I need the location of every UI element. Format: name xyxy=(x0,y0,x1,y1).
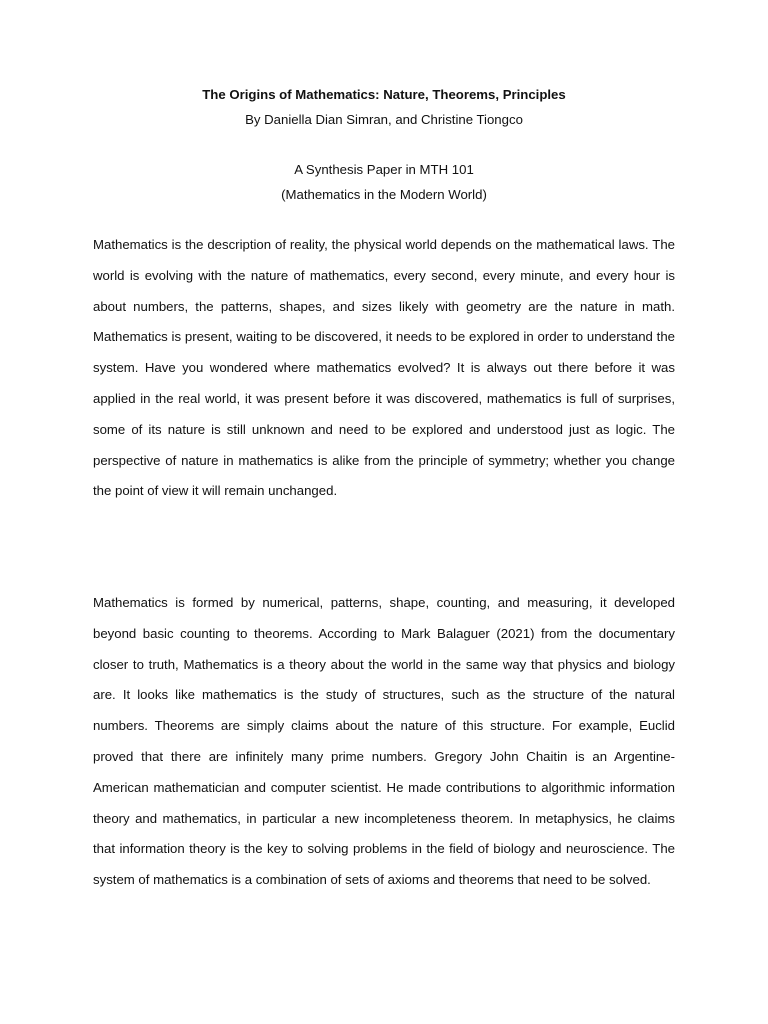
page-title: The Origins of Mathematics: Nature, Theorems, Principles xyxy=(202,87,566,102)
author-byline: By Daniella Dian Simran, and Christine Tiongco xyxy=(245,112,523,127)
course-name-subtitle: (Mathematics in the Modern World) xyxy=(281,187,487,202)
body-paragraph-2: Mathematics is formed by numerical, patterns, shape, counting, and measuring, it developed beyond basic counting to theorems. According to Mark Balaguer (2021) from the documentary closer to truth, Mathematics is a theory about the world in the same way that physics and biology are. It looks like mathematics is the study of structures, such as the structure of the natural numbers. Theorems are simply claims about the nature of this structure. For example, Euclid proved that there are infinitely many prime numbers. Gregory John Chaitin is an Argentine-American mathematician and computer scientist. He made contributions to algorithmic information theory and mathematics, in particular a new incompleteness theorem. In metaphysics, he claims that information theory is the key to solving problems in the field of biology and neuroscience. The system of mathematics is a combination of sets of axioms and theorems that need to be solved. xyxy=(93,595,675,888)
body-paragraph-1: Mathematics is the description of reality, the physical world depends on the mathematical laws. The world is evolving with the nature of mathematics, every second, every minute, and every hour is about numbers, the patterns, shapes, and sizes likely with geometry are the nature in math. Mathematics is present, waiting to be discovered, it needs to be explored in order to understand the system. Have you wondered where mathematics evolved? It is always out there before it was applied in the real world, it was present before it was discovered, mathematics is full of surprises, some of its nature is still unknown and need to be explored and understood just as logic. The perspective of nature in mathematics is alike from the principle of symmetry; whether you change the point of view it will remain unchanged. xyxy=(93,237,675,499)
course-subtitle: A Synthesis Paper in MTH 101 xyxy=(294,162,474,177)
